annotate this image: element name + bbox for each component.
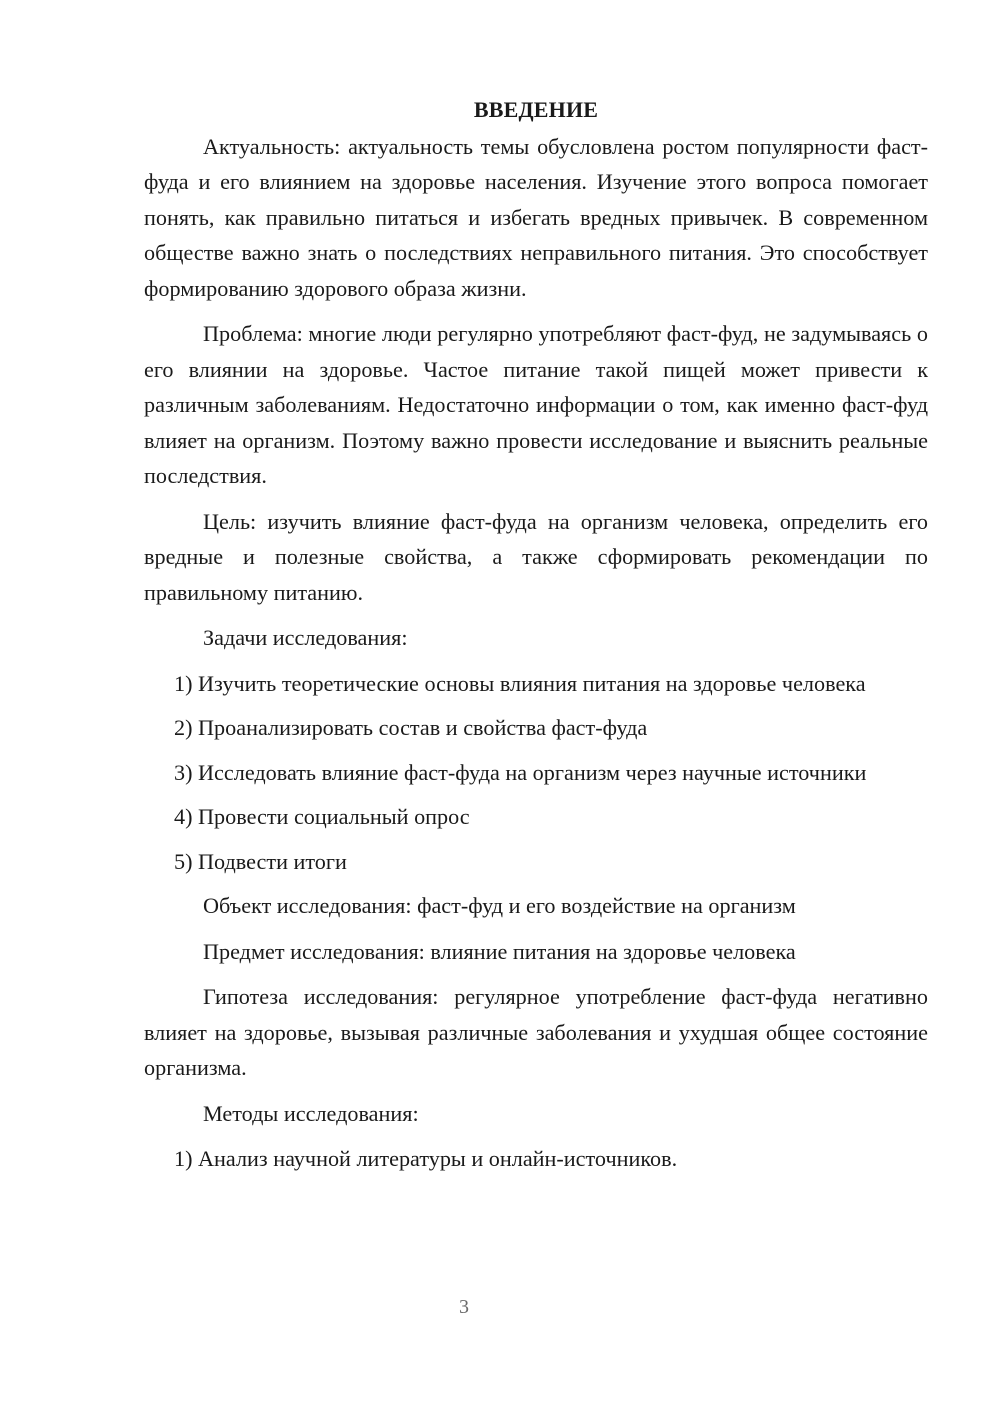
section-title: ВВЕДЕНИЕ [473,97,599,122]
object-paragraph: Объект исследования: фаст-фуд и его воздействие на организм [203,893,796,918]
subject-paragraph: Предмет исследования: влияние питания на здоровье человека [203,938,796,964]
task-item-5: 5) Подвести итоги [174,848,347,874]
methods-heading: Методы исследования: [203,1100,419,1126]
task-item-4: 4) Провести социальный опрос [174,804,470,829]
goal-paragraph: Цель: изучить влияние фаст-фуда на организм человека, определить его вредные и полезные свойства, а также сформировать рекомендации по правильному питанию. [144,508,928,605]
relevance-paragraph: Актуальность: актуальность темы обусловлена ростом популярности фаст-фуда и его влиянием на здоровье населения. Изучение этого вопроса помогает понять, как правильно питаться и избегать вредных привычек. В современном обществе важно знать о последствиях неправильного питания. Это способствует формированию здорового образа жизни. [144,133,928,301]
hypothesis-paragraph: Гипотеза исследования: регулярное употребление фаст-фуда негативно влияет на здоровье, вызывая различные заболевания и ухудшая общее состояние организма. [144,984,928,1080]
problem-paragraph: Проблема: многие люди регулярно употребляют фаст-фуд, не задумываясь о его влиянии на здоровье. Частое питание такой пищей может привести к различным заболеваниям. Недостаточно информации о том, как именно фаст-фуд влияет на организм. Поэтому важно провести исследование и выяснить реальные последствия. [144,321,928,488]
task-item-1: 1) Изучить теоретические основы влияния питания на здоровье человека [174,670,866,696]
tasks-heading: Задачи исследования: [203,625,408,650]
page-number: 3 [459,1296,469,1318]
method-item-1: 1) Анализ научной литературы и онлайн-источников. [174,1146,678,1171]
task-item-3: 3) Исследовать влияние фаст-фуда на организм через научные источники [174,759,867,785]
task-item-2: 2) Проанализировать состав и свойства фаст-фуда [174,715,648,740]
document-page [144,92,928,1186]
